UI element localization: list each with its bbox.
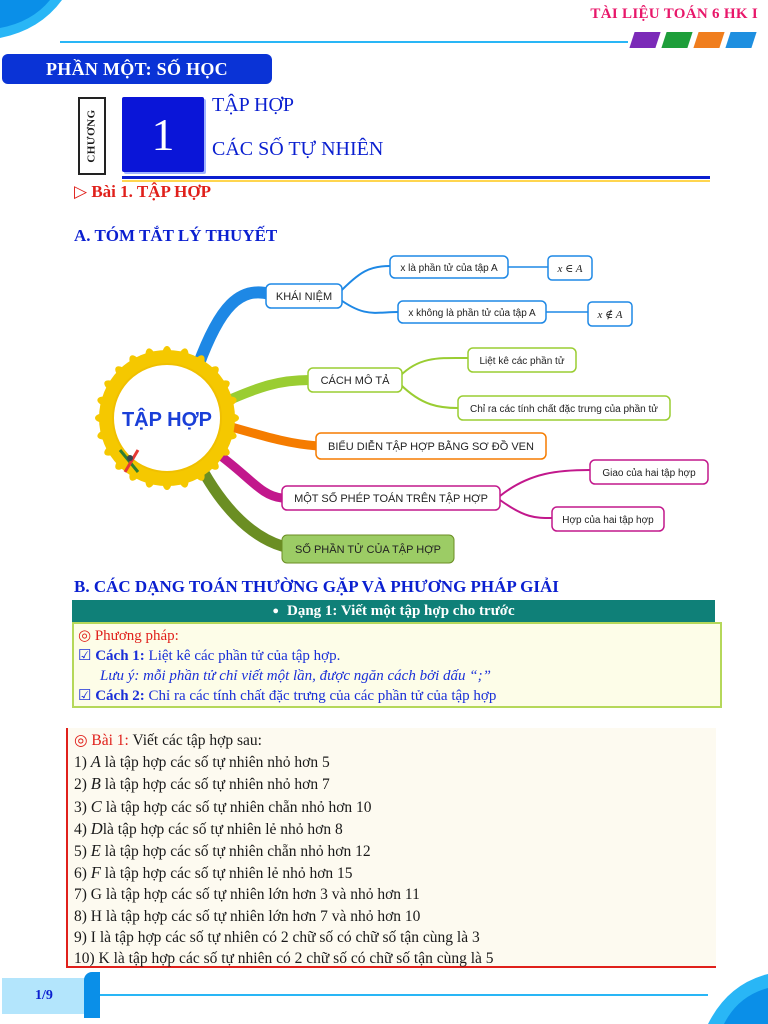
checkbox-icon: ☑ — [78, 688, 92, 704]
exercise-item — [74, 927, 710, 948]
exercise-item-number: 1) — [74, 754, 87, 772]
branch-phep-toan-up — [500, 470, 590, 496]
exercise-item — [74, 773, 710, 795]
header-bar-green — [661, 32, 692, 48]
exercise-item — [74, 751, 710, 773]
exercise-item — [74, 884, 710, 905]
method-c1-text: Liệt kê các phần tử của tập hợp. — [144, 648, 341, 664]
header-color-bars — [632, 32, 754, 48]
method-heading: Phương pháp: — [94, 628, 179, 644]
chapter-number: 1 — [122, 97, 204, 172]
node-x-thuoc-sym — [548, 256, 592, 280]
node-hop-label: Hợp của hai tập hợp — [562, 515, 654, 526]
exercise-item-number: 3) — [74, 798, 87, 816]
chapter-title-line1: TẬP HỢP — [212, 94, 295, 116]
exercise-item-number: 4) — [74, 820, 87, 838]
exercise-item-number: 10) — [74, 950, 95, 968]
method-c2-row — [78, 686, 716, 706]
exercise-item-text: là tập hợp các số tự nhiên nhỏ hơn 7 — [100, 776, 330, 794]
exercise-item — [74, 818, 710, 840]
exercise-item — [74, 948, 710, 969]
exercise-item-text: là tập hợp các số tự nhiên nhỏ hơn 5 — [100, 754, 330, 772]
exercise-item — [74, 840, 710, 862]
target-icon: ◎ — [78, 628, 92, 644]
chapter-underline — [122, 176, 710, 179]
bullet-icon: ● — [272, 605, 279, 617]
node-x-khong-label: x không là phần tử của tập A — [408, 308, 536, 319]
exercise-item-text: I là tập hợp các số tự nhiên có 2 chữ số có chữ số tận cùng là 3 — [90, 928, 480, 946]
node-bieu-dien-label: BIỂU DIỄN TẬP HỢP BẰNG SƠ ĐỒ VEN — [328, 441, 534, 453]
node-giao-label: Giao của hai tập hợp — [602, 468, 696, 479]
branch-khai-niem — [198, 292, 270, 366]
method-heading-row — [78, 626, 716, 646]
dang1-title: Dạng 1: Viết một tập hợp cho trước — [286, 602, 515, 619]
node-so-phan-tu-label: SỐ PHẦN TỬ CỦA TẬP HỢP — [295, 544, 441, 556]
exercise-item-text: K là tập hợp các số tự nhiên có 2 chữ số có chữ số tận cùng là 5 — [98, 950, 494, 968]
checkbox-icon: ☑ — [78, 648, 92, 664]
method-c2-label: Cách 2: — [95, 688, 145, 704]
mindmap-diagram — [70, 246, 730, 576]
node-so-phan-tu — [282, 535, 454, 563]
node-liet-ke-label: Liệt kê các phần tử — [479, 356, 565, 367]
footer-tab-decoration — [84, 972, 100, 1018]
exercise-item-text: là tập hợp các số tự nhiên chẵn nhỏ hơn 10 — [101, 798, 372, 816]
section-a-heading: A. TÓM TẮT LÝ THUYẾT — [74, 226, 278, 245]
exercise-item-number: 6) — [74, 865, 87, 883]
node-x-khong-sym — [588, 302, 632, 326]
branch-mo-ta-down — [400, 384, 458, 408]
exercise-item-number: 9) — [74, 928, 87, 946]
exercise-item-symbol: A — [90, 752, 101, 772]
lesson-title: ▷ Bài 1. TẬP HỢP — [74, 182, 211, 201]
exercise-item-symbol: F — [90, 863, 101, 883]
dang1-bar — [72, 600, 715, 622]
method-c2-text: Chỉ ra các tính chất đặc trưng của các phần tử của tập hợp — [144, 688, 497, 704]
node-hop — [552, 507, 664, 531]
exercise-box — [66, 728, 716, 968]
branch-phep-toan-down — [500, 500, 552, 518]
method-c1-row — [78, 646, 716, 666]
exercise-label: Bài 1: — [91, 732, 129, 749]
chapter-label-box — [78, 97, 106, 175]
method-note: Lưu ý: mỗi phần tử chỉ viết một lần, được ngăn cách bởi dấu “;” — [100, 668, 491, 684]
node-chi-ra — [458, 396, 670, 420]
exercise-item-symbol: D — [90, 818, 103, 838]
chapter-title-line2: CÁC SỐ TỰ NHIÊN — [212, 138, 384, 160]
exercise-item — [74, 796, 710, 818]
header-bar-purple — [629, 32, 660, 48]
exercise-item-text: là tập hợp các số tự nhiên lẻ nhỏ hơn 8 — [102, 820, 343, 838]
footer-divider — [100, 994, 708, 996]
node-giao — [590, 460, 708, 484]
branch-khai-niem-up — [338, 266, 390, 294]
exercise-item-symbol: C — [90, 796, 102, 816]
method-c1-label: Cách 1: — [95, 648, 145, 664]
target-icon: ◎ — [74, 732, 88, 749]
exercise-intro: Viết các tập hợp sau: — [128, 732, 262, 749]
header-divider — [60, 41, 628, 43]
exercise-item-symbol: E — [90, 841, 101, 861]
exercise-heading-row — [74, 730, 710, 751]
node-x-thuoc-label: x là phần tử của tập A — [400, 263, 498, 274]
branch-ven — [228, 426, 318, 446]
node-x-thuoc-sym-label: x ∈ A — [557, 263, 583, 275]
section-b-heading: B. CÁC DẠNG TOÁN THƯỜNG GẶP VÀ PHƯƠNG PHÁP GIẢI — [74, 577, 559, 596]
part-title: PHẦN MỘT: SỐ HỌC — [2, 54, 272, 84]
exercise-item-number: 8) — [74, 907, 87, 925]
header-title: TÀI LIỆU TOÁN 6 HK I — [590, 6, 758, 22]
node-x-khong-sym-label: x ∉ A — [597, 309, 623, 321]
header-bar-orange — [693, 32, 724, 48]
node-khai-niem-label: KHÁI NIỆM — [275, 291, 333, 303]
page-number: 1/9 — [2, 978, 86, 1014]
node-khai-niem — [266, 284, 342, 308]
branch-mo-ta-up — [400, 358, 468, 376]
exercise-list — [74, 751, 710, 969]
exercise-item-text: H là tập hợp các số tự nhiên lớn hơn 7 và nhỏ hơn 10 — [90, 907, 421, 925]
exercise-item-symbol: B — [90, 774, 101, 794]
exercise-item-text: là tập hợp các số tự nhiên chẵn nhỏ hơn 12 — [100, 843, 371, 861]
mindmap-center: TẬP HỢP — [121, 409, 213, 431]
branch-khai-niem-down — [338, 298, 398, 313]
corner-decoration-bottom-right — [708, 974, 768, 1024]
node-liet-ke — [468, 348, 576, 372]
node-x-thuoc — [390, 256, 508, 278]
exercise-item-number: 7) — [74, 886, 87, 904]
node-phep-toan — [282, 486, 500, 510]
exercise-item-text: G là tập hợp các số tự nhiên lớn hơn 3 và nhỏ hơn 11 — [90, 886, 420, 904]
node-chi-ra-label: Chỉ ra các tính chất đặc trưng của phần tử — [470, 404, 658, 415]
node-x-khong — [398, 301, 546, 323]
chapter-label: CHƯƠNG — [86, 109, 98, 163]
method-box — [72, 622, 722, 708]
exercise-item-number: 2) — [74, 776, 87, 794]
exercise-item — [74, 906, 710, 927]
header-bar-blue — [725, 32, 756, 48]
node-bieu-dien — [316, 433, 546, 459]
node-cach-mo-ta — [308, 368, 402, 392]
exercise-item-number: 5) — [74, 843, 87, 861]
exercise-item — [74, 862, 710, 884]
exercise-item-text: là tập hợp các số tự nhiên lẻ nhỏ hơn 15 — [100, 865, 353, 883]
node-cach-mo-ta-label: CÁCH MÔ TẢ — [320, 375, 390, 387]
center-sun-icon — [95, 346, 239, 490]
corner-decoration-top-left — [0, 0, 70, 40]
node-phep-toan-label: MỘT SỐ PHÉP TOÁN TRÊN TẬP HỢP — [294, 493, 488, 505]
